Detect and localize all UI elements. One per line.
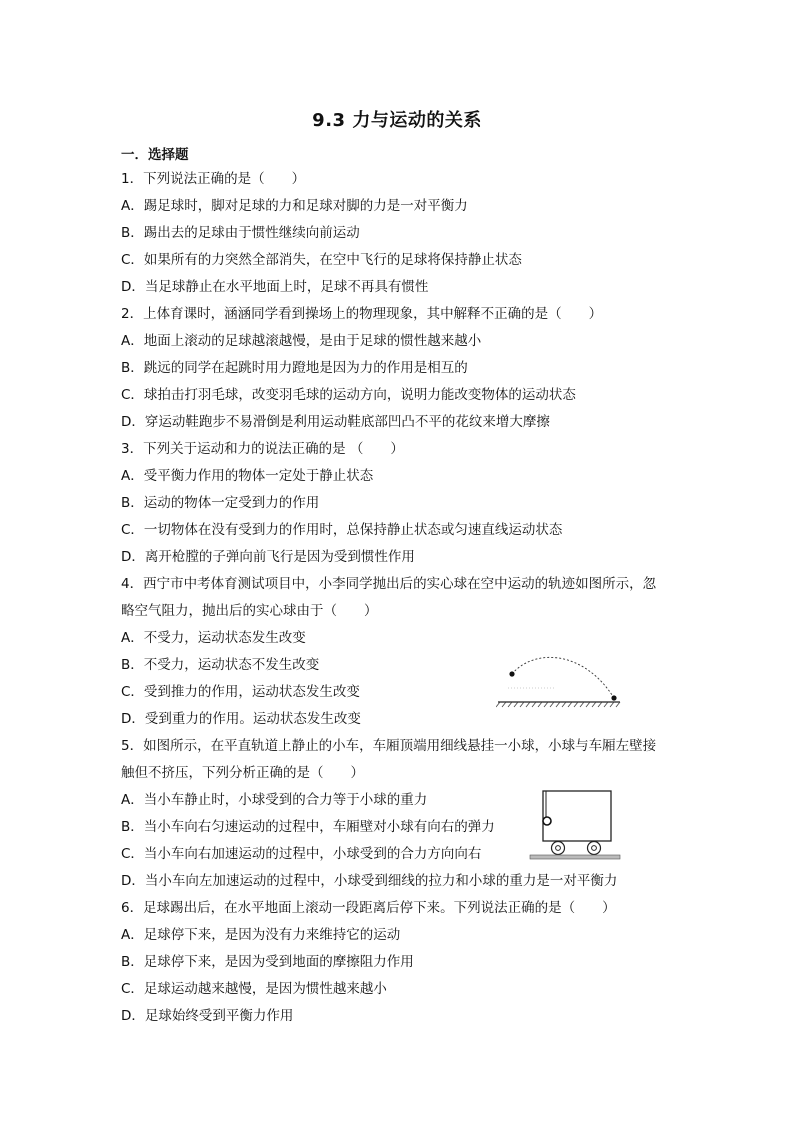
trajectory-arc — [512, 657, 614, 698]
track — [530, 855, 620, 859]
landing-ball — [611, 695, 616, 700]
q3-stem: 3．下列关于运动和力的说法正确的是 （ ） — [121, 441, 404, 457]
q4-stem-line2: 略空气阻力，抛出后的实心球由于（ ） — [121, 603, 378, 619]
cart-figure — [526, 786, 622, 862]
q5-option-d: D．当小车向左加速运动的过程中，小球受到细线的拉力和小球的重力是一对平衡力 — [121, 873, 618, 889]
q3-option-d: D．离开枪膛的子弹向前飞行是因为受到惯性作用 — [121, 549, 415, 565]
q1-option-b: B．踢出去的足球由于惯性继续向前运动 — [121, 225, 360, 241]
q3-option-b: B．运动的物体一定受到力的作用 — [121, 495, 320, 511]
trajectory-figure — [496, 652, 624, 712]
q2-option-b: B．跳远的同学在起跳时用力蹬地是因为力的作用是相互的 — [121, 360, 468, 376]
q5-stem-line2: 触但不挤压，下列分析正确的是（ ） — [121, 765, 364, 781]
q6-option-a: A．足球停下来，是因为没有力来维持它的运动 — [121, 927, 401, 943]
q6-stem: 6．足球踢出后，在水平地面上滚动一段距离后停下来。下列说法正确的是（ ） — [121, 900, 616, 916]
q2-option-a: A．地面上滚动的足球越滚越慢，是由于足球的惯性越来越小 — [121, 333, 482, 349]
section-heading: 一．选择题 — [121, 147, 189, 163]
q1-stem: 1．下列说法正确的是（ ） — [121, 171, 306, 187]
q4-option-a: A．不受力，运动状态发生改变 — [121, 630, 306, 646]
q5-option-b: B．当小车向右匀速运动的过程中，车厢壁对小球有向右的弹力 — [121, 819, 495, 835]
page-title: 9.3 力与运动的关系 — [312, 110, 482, 131]
q3-option-a: A．受平衡力作用的物体一定处于静止状态 — [121, 468, 374, 484]
q5-option-a: A．当小车静止时，小球受到的合力等于小球的重力 — [121, 792, 428, 808]
q1-option-a: A．踢足球时，脚对足球的力和足球对脚的力是一对平衡力 — [121, 198, 468, 214]
q4-option-d: D．受到重力的作用。运动状态发生改变 — [121, 711, 361, 727]
q2-stem: 2．上体育课时，涵涵同学看到操场上的物理现象，其中解释不正确的是（ ） — [121, 306, 603, 322]
start-ball — [509, 671, 514, 676]
q3-option-c: C．一切物体在没有受到力的作用时，总保持静止状态或匀速直线运动状态 — [121, 522, 563, 538]
q6-option-b: B．足球停下来，是因为受到地面的摩擦阻力作用 — [121, 954, 414, 970]
q1-option-c: C．如果所有的力突然全部消失，在空中飞行的足球将保持静止状态 — [121, 252, 522, 268]
q4-option-b: B．不受力，运动状态不发生改变 — [121, 657, 320, 673]
q6-option-d: D．足球始终受到平衡力作用 — [121, 1008, 294, 1024]
hanging-ball — [543, 817, 551, 825]
q4-option-c: C．受到推力的作用，运动状态发生改变 — [121, 684, 360, 700]
cart-body — [543, 791, 611, 841]
q4-stem-line1: 4．西宁市中考体育测试项目中，小李同学抛出后的实心球在空中运动的轨迹如图所示，忽 — [121, 576, 657, 592]
q5-stem-line1: 5．如图所示，在平直轨道上静止的小车，车厢顶端用细线悬挂一小球，小球与车厢左壁接 — [121, 738, 657, 754]
q2-option-c: C．球拍击打羽毛球，改变羽毛球的运动方向，说明力能改变物体的运动状态 — [121, 387, 576, 403]
q5-option-c: C．当小车向右加速运动的过程中，小球受到的合力方向向右 — [121, 846, 482, 862]
ground-hatching — [496, 702, 620, 707]
q2-option-d: D．穿运动鞋跑步不易滑倒是利用运动鞋底部凹凸不平的花纹来增大摩擦 — [121, 414, 550, 430]
q6-option-c: C．足球运动越来越慢，是因为惯性越来越小 — [121, 981, 387, 997]
q1-option-d: D．当足球静止在水平地面上时，足球不再具有惯性 — [121, 279, 429, 295]
